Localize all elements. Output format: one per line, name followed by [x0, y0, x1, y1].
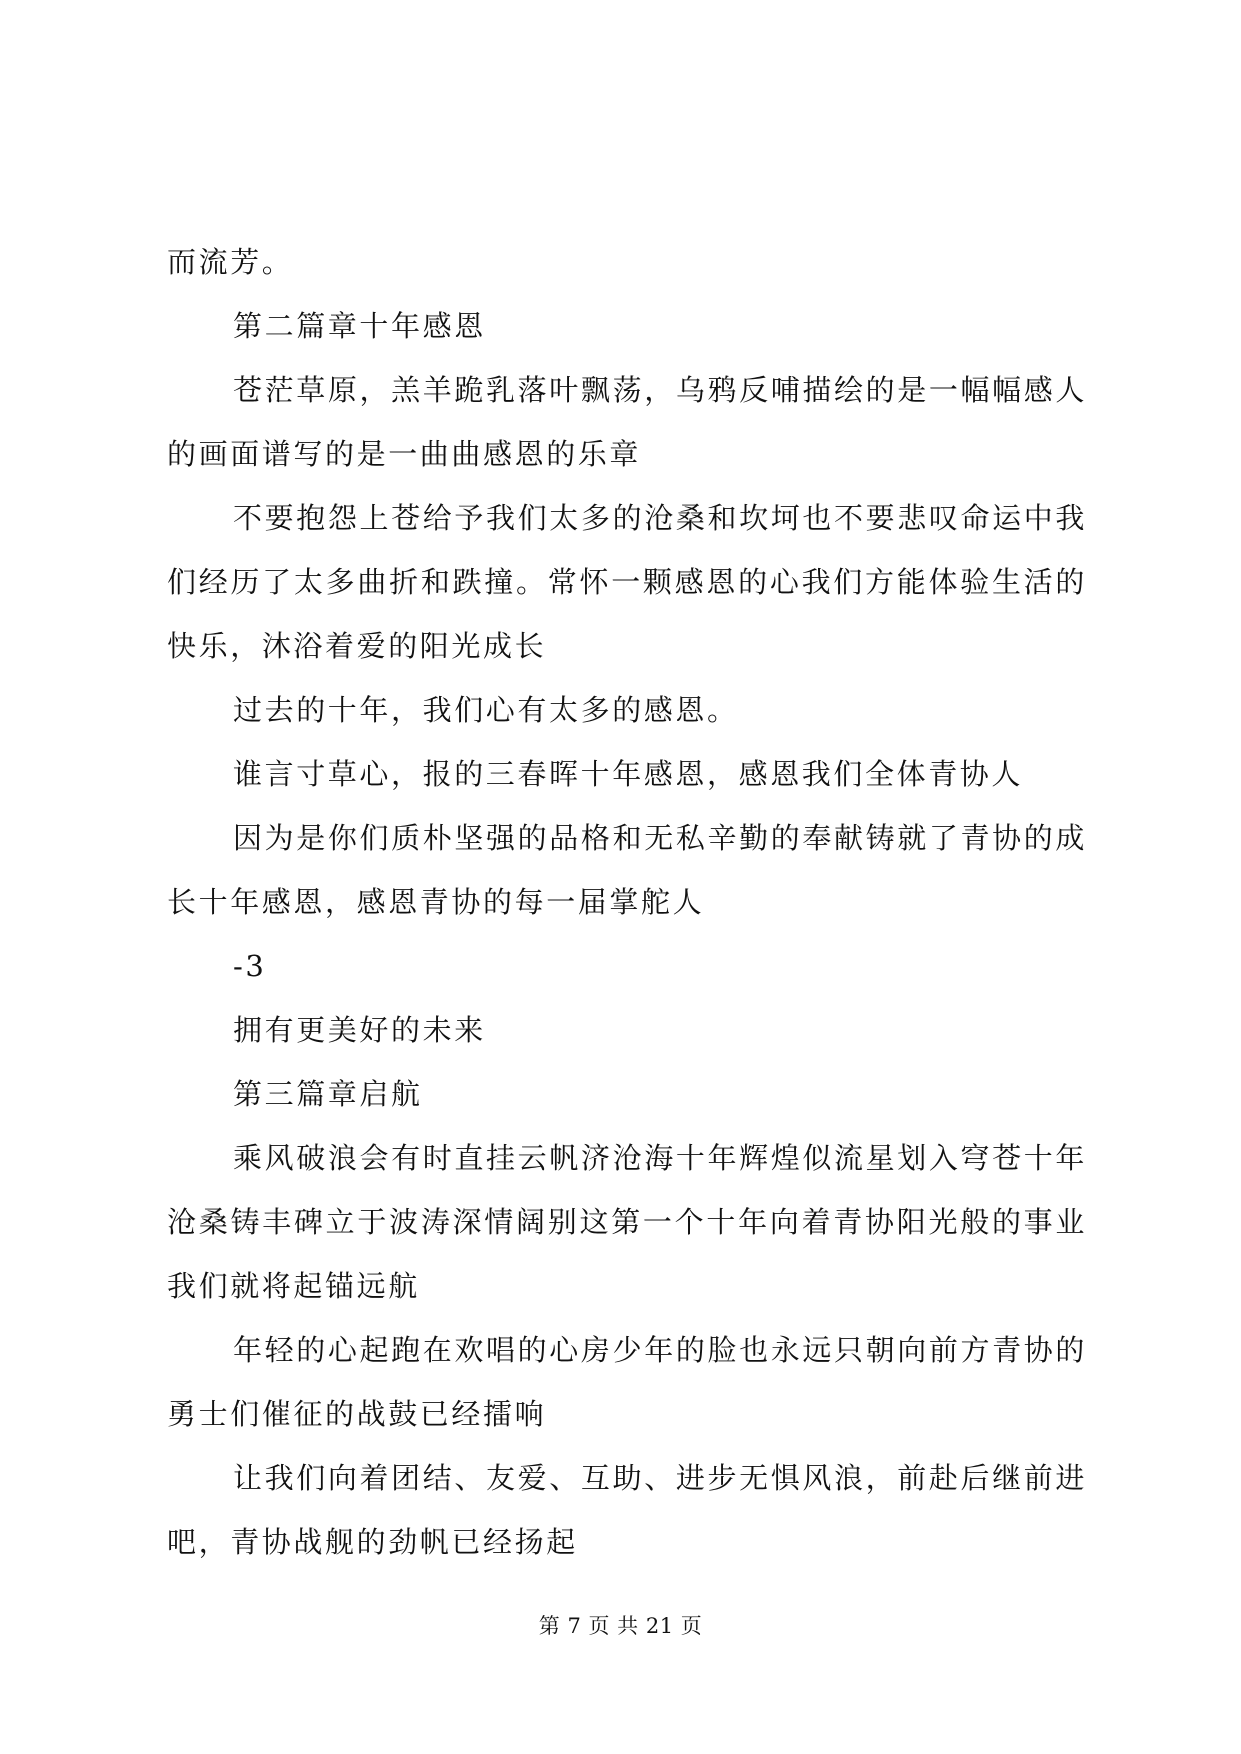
paragraph: 拥有更美好的未来 — [233, 1013, 486, 1047]
page-footer: 第 7 页 共 21 页 — [538, 1614, 703, 1638]
paragraph: 过去的十年，我们心有太多的感恩。 — [233, 693, 739, 727]
paragraph: 苍茫草原，羔羊跪乳落叶飘荡，乌鸦反哺描绘的是一幅幅感人的画面谱写的是一曲曲感恩的乐章 — [167, 373, 1087, 471]
paragraph: -3 — [233, 949, 267, 983]
section-heading: 第三篇章启航 — [233, 1077, 423, 1111]
paragraph: 而流芳。 — [167, 245, 294, 279]
paragraph: 谁言寸草心，报的三春晖十年感恩，感恩我们全体青协人 — [233, 757, 1024, 791]
paragraph: 乘风破浪会有时直挂云帆济沧海十年辉煌似流星划入穹苍十年沧桑铸丰碑立于波涛深情阔别这第一个十年向着青协阳光般的事业我们就将起锚远航 — [167, 1141, 1087, 1303]
paragraph: 因为是你们质朴坚强的品格和无私辛勤的奉献铸就了青协的成长十年感恩，感恩青协的每一届掌舵人 — [167, 821, 1087, 919]
document-body — [167, 230, 1087, 1574]
paragraph: 年轻的心起跑在欢唱的心房少年的脸也永远只朝向前方青协的勇士们催征的战鼓已经擂响 — [167, 1333, 1087, 1431]
section-heading: 第二篇章十年感恩 — [233, 309, 486, 343]
paragraph: 让我们向着团结、友爱、互助、进步无惧风浪，前赴后继前进吧，青协战舰的劲帆已经扬起 — [167, 1461, 1087, 1559]
paragraph: 不要抱怨上苍给予我们太多的沧桑和坎坷也不要悲叹命运中我们经历了太多曲折和跌撞。常怀一颗感恩的心我们方能体验生活的快乐，沐浴着爱的阳光成长 — [167, 501, 1087, 663]
